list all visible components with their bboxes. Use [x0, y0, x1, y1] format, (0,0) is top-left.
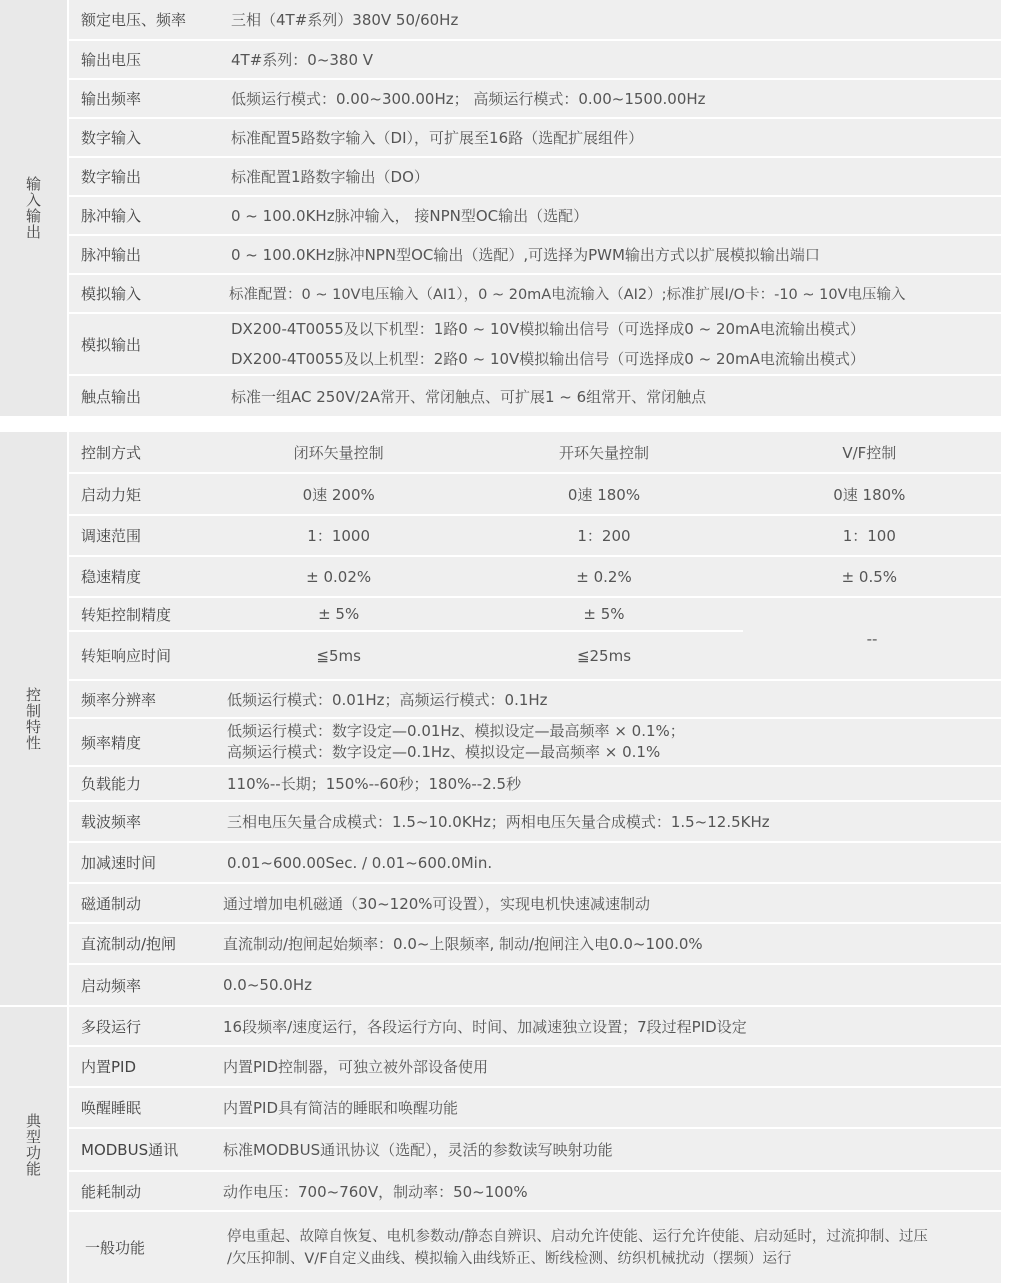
table-row: [69, 516, 1001, 555]
row-value: 低频运行模式：0.00~300.00Hz； 高频运行模式：0.00~1500.00Hz: [231, 90, 706, 108]
table-cell: 1：1000: [307, 527, 371, 545]
table-cell-merged: --: [743, 598, 1001, 679]
table-cell: 1：100: [842, 527, 896, 545]
table-row: [69, 474, 1001, 514]
spec-row: [69, 275, 1001, 312]
spec-row: [69, 1007, 1001, 1045]
row-value: 标准配置：0 ~ 10V电压输入（AI1），0 ~ 20mA电流输入（AI2）;标准扩展I/O卡：-10 ~ 10V电压输入: [229, 287, 906, 303]
table-cell: ≦5ms: [316, 646, 361, 665]
row-label: 多段运行: [81, 1017, 142, 1036]
table-cell: 0速 180%: [833, 485, 906, 504]
row-label: 数字输出: [81, 168, 142, 186]
row-label: 触点输出: [81, 387, 142, 406]
table-cell: ≦25ms: [576, 646, 632, 665]
column-header: V/F控制: [842, 443, 897, 462]
spec-row: [69, 681, 1001, 717]
row-value: 动作电压：700~760V，制动率：50~100%: [223, 1182, 528, 1201]
table-cell: ± 0.02%: [306, 567, 372, 586]
spec-row: [69, 719, 1001, 765]
section-label-control: 控制特性: [0, 432, 67, 1005]
spec-row: [69, 80, 1001, 117]
spec-row: [69, 884, 1001, 922]
row-label: 额定电压、频率: [81, 11, 187, 29]
spec-row: [69, 1129, 1001, 1170]
row-label: 负载能力: [81, 775, 142, 793]
row-label: 输出频率: [81, 90, 142, 108]
row-value: 低频运行模式：0.01Hz；高频运行模式：0.1Hz: [227, 690, 548, 709]
table-cell: ± 0.2%: [576, 567, 632, 586]
section-label-functions: 典型功能: [0, 1007, 67, 1283]
column-header: 闭环矢量控制: [293, 443, 384, 462]
value-line: DX200-4T0055及以上机型：2路0 ~ 10V模拟输出信号（可选择成0 ~ 20mA电流输出模式）: [231, 350, 865, 368]
row-value: 三相（4T#系列）380V 50/60Hz: [231, 11, 459, 29]
table-cell: 1：200: [577, 527, 631, 545]
row-label: 模拟输入: [81, 285, 142, 303]
row-value: 标准MODBUS通讯协议（选配），灵活的参数读写映射功能: [223, 1141, 613, 1159]
column-header: 开环矢量控制: [558, 443, 649, 462]
row-label: 加减速时间: [81, 854, 157, 872]
io-section: [0, 0, 1001, 416]
row-value: 通过增加电机磁通（30~120%可设置），实现电机快速减速制动: [223, 894, 651, 913]
row-value: 内置PID控制器，可独立被外部设备使用: [223, 1058, 489, 1076]
table-cell: ± 5%: [318, 605, 360, 623]
row-label: 模拟输出: [81, 335, 142, 354]
spec-row: [69, 1172, 1001, 1210]
row-value: 三相电压矢量合成模式：1.5~10.0KHz；两相电压矢量合成模式：1.5~12.5KHz: [227, 813, 770, 831]
row-label: 输出电压: [81, 51, 142, 69]
row-value: 4T#系列：0~380 V: [231, 51, 374, 69]
row-value: 16段频率/速度运行，各段运行方向、时间、加减速独立设置；7段过程PID设定: [223, 1017, 747, 1036]
spec-row: [69, 1212, 1001, 1283]
row-value: 内置PID具有简洁的睡眠和唤醒功能: [223, 1099, 459, 1117]
spec-row: [69, 197, 1001, 234]
spec-row: [69, 314, 1001, 374]
row-label: 数字输入: [81, 129, 142, 147]
functions-section: [0, 1007, 1001, 1283]
row-value: 0.0~50.0Hz: [223, 976, 312, 994]
spec-row: [69, 767, 1001, 800]
section-label-io: 输入输出: [0, 0, 67, 416]
row-label: 频率精度: [81, 733, 142, 752]
row-value: 标准配置1路数字输出（DO）: [231, 168, 429, 186]
row-value: 0.01~600.00Sec. / 0.01~600.0Min.: [227, 853, 493, 872]
row-label: 控制方式: [81, 443, 142, 462]
control-section: [0, 432, 1001, 1005]
row-label: 启动频率: [81, 976, 142, 995]
row-value: 直流制动/抱闸起始频率：0.0~上限频率, 制动/抱闸注入电0.0~100.0%: [223, 935, 703, 953]
row-value: 标准一组AC 250V/2A常开、常闭触点、可扩展1 ~ 6组常开、常闭触点: [231, 387, 707, 406]
spec-row: [69, 158, 1001, 195]
spec-row: [69, 965, 1001, 1005]
value-line: 高频运行模式：数字设定—0.1Hz、模拟设定—最高频率 × 0.1%: [227, 743, 661, 761]
spec-row: [69, 1047, 1001, 1086]
value-line: 停电重起、故障自恢复、电机参数动/静态自辨识、启动允许使能、运行允许使能、启动延时，过流抑制、过压: [227, 1228, 928, 1245]
spec-row: [69, 843, 1001, 882]
spec-row: [69, 924, 1001, 963]
row-value: [207, 314, 1001, 374]
row-label: 稳速精度: [81, 568, 142, 586]
row-value: [207, 1212, 1001, 1283]
value-line: 低频运行模式：数字设定—0.01Hz、模拟设定—最高频率 × 0.1%；: [227, 722, 685, 740]
table-cell: 0速 200%: [302, 485, 375, 504]
row-label: 直流制动/抱闸: [81, 935, 177, 953]
spec-row: [69, 802, 1001, 841]
row-label: 脉冲输出: [81, 246, 142, 264]
row-value: 0 ~ 100.0KHz脉冲NPN型OC输出（选配）,可选择为PWM输出方式以扩展模拟输出端口: [231, 246, 820, 264]
row-label: 脉冲输入: [81, 207, 142, 225]
table-cell: ± 0.5%: [841, 567, 898, 586]
row-label: 转矩响应时间: [81, 647, 172, 665]
spec-row: [69, 236, 1001, 273]
row-value: 110%--长期；150%--60秒；180%--2.5秒: [227, 775, 522, 793]
row-label: 一般功能: [85, 1239, 146, 1257]
row-label: 能耗制动: [81, 1182, 142, 1201]
table-row: [69, 557, 1001, 596]
spec-row: [69, 1088, 1001, 1127]
spec-row: [69, 119, 1001, 156]
row-value: [207, 719, 1001, 765]
row-label: 频率分辨率: [81, 690, 157, 709]
row-value: 标准配置5路数字输入（DI），可扩展至16路（选配扩展组件）: [231, 129, 644, 147]
table-header-row: [69, 432, 1001, 472]
row-label: 载波频率: [81, 813, 142, 831]
spec-row: [69, 0, 1001, 39]
value-line: DX200-4T0055及以下机型：1路0 ~ 10V模拟输出信号（可选择成0 ~ 20mA电流输出模式）: [231, 320, 865, 338]
row-label: 内置PID: [81, 1058, 137, 1076]
row-label: 调速范围: [81, 527, 142, 545]
value-line: /欠压抑制、V/F自定义曲线、模拟输入曲线矫正、断线检测、纺织机械扰动（摆频）运行: [227, 1250, 792, 1267]
table-cell: ± 5%: [583, 605, 625, 623]
spec-row: [69, 376, 1001, 416]
row-value: 0 ~ 100.0KHz脉冲输入， 接NPN型OC输出（选配）: [231, 207, 589, 225]
spec-row: [69, 41, 1001, 78]
row-label: 转矩控制精度: [81, 605, 172, 624]
row-label: 磁通制动: [81, 894, 142, 913]
row-label: MODBUS通讯: [81, 1141, 179, 1159]
row-label: 启动力矩: [81, 485, 142, 504]
table-cell: 0速 180%: [567, 485, 641, 504]
row-label: 唤醒睡眠: [81, 1099, 142, 1117]
